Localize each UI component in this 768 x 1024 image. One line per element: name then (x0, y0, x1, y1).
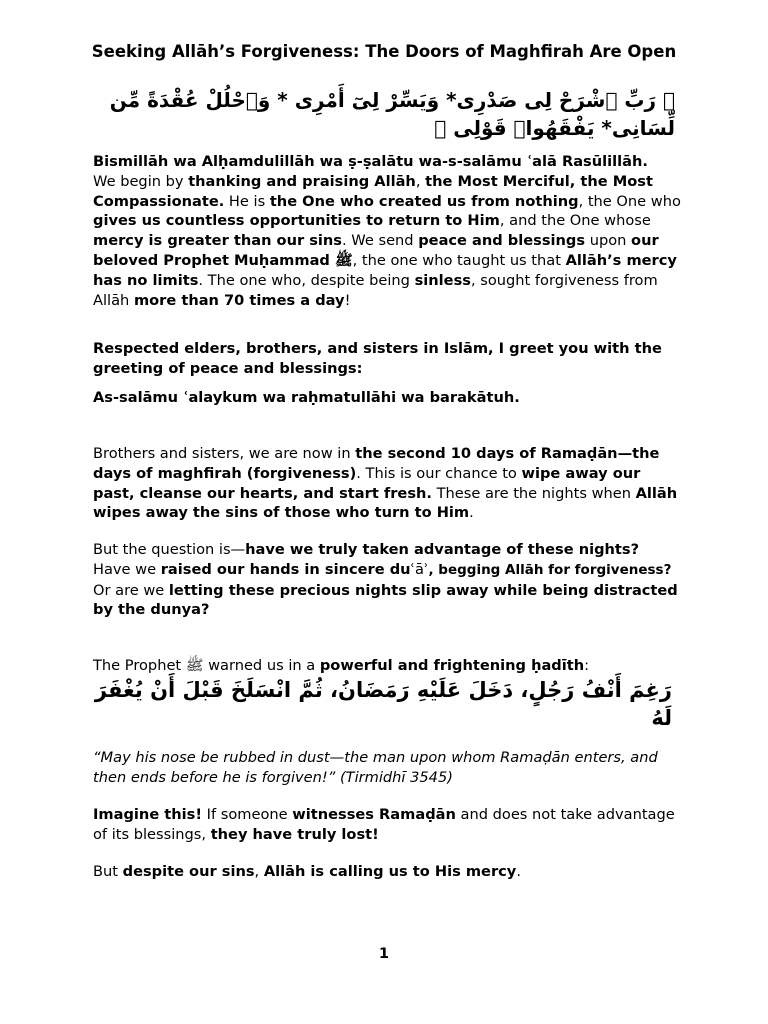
hadith-translation: “May his nose be rubbed in dust—the man upon whom Ramaḍān enters, and then ends before he is forgiven!” (Tirmidhī 3545) (93, 749, 658, 786)
salam-line: As-salāmu ʿalaykum wa raḥmatullāhi wa barakātuh. (93, 389, 520, 406)
page-title: Seeking Allāh’s Forgiveness: The Doors of Maghfirah Are Open (91, 42, 677, 61)
hadith-arabic: رَغِمَ أَنْفُ رَجُلٍ، دَخَلَ عَلَيْهِ رَمَضَانُ، ثُمَّ انْسَلَخَ قَبْلَ أَنْ يُغْفَرَ لَهُ (94, 678, 672, 730)
bismillah-line: Bismillāh wa Alḥamdulillāh wa ṣ-ṣalātu wa-s-salāmu ʿalā Rasūlillāh. (93, 153, 648, 170)
question-paragraph: But the question is—have we truly taken advantage of these nights? Have we raised our hands in sincere duʿāʾ, begging Allāh for forgiveness? Or are we letting these precious nights slip away while being distracted by the dunya? (93, 541, 678, 619)
ramadan-paragraph: Brothers and sisters, we are now in the second 10 days of Ramaḍān—the days of maghfirah (forgiveness). This is our chance to wipe away our past, cleanse our hearts, and start fresh. These are the nights when Allāh wipes away the sins of those who turn to Him. (93, 445, 678, 522)
imagine-paragraph: Imagine this! If someone witnesses Ramaḍān and does not take advantage of its blessings, they have truly lost! (93, 806, 675, 843)
greeting-paragraph: Respected elders, brothers, and sisters in Islām, I greet you with the greeting of peace and blessings: (93, 340, 662, 377)
quran-verse-arabic: ﴿ رَبِّ ٱشْرَحْ لِى صَدْرِى* وَيَسِّرْ لِىٓ أَمْرِى * وَٱحْلُلْ عُقْدَةً مِّن لِّسَانِى* يَفْقَهُوا۟ قَوْلِى ﴾ (109, 88, 675, 140)
mercy-paragraph: But despite our sins, Allāh is calling us to His mercy. (93, 863, 521, 880)
opening-paragraph: Bismillāh wa Alḥamdulillāh wa ṣ-ṣalātu wa-s-salāmu ʿalā Rasūlillāh. We begin by thanking and praising Allāh, the Most Merciful, the Most Compassionate. He is the One who created us from nothing, the One who gives us countless opportunities to return to Him, and the One whose mercy is greater than our sins. We send peace and blessings upon our beloved Prophet Muḥammad ﷺ, the one who taught us that Allāh’s mercy has no limits. The one who, despite being sinless, sought forgiveness from Allāh more than 70 times a day! (93, 153, 681, 309)
hadith-intro: The Prophet ﷺ warned us in a powerful and frightening ḥadīth: (93, 657, 590, 674)
page-number: 1 (378, 945, 390, 962)
